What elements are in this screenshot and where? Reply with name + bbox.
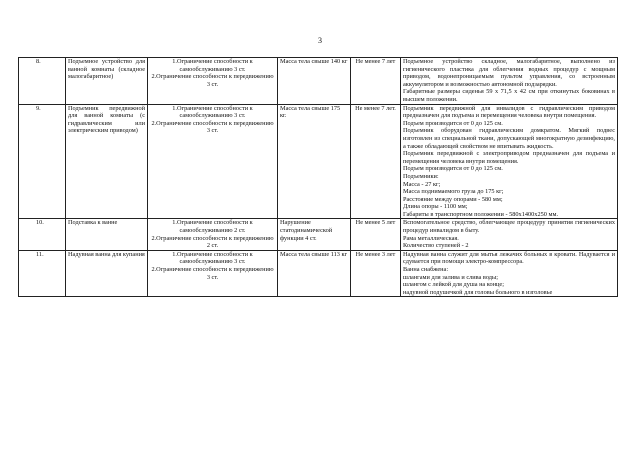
description-line: надувной подушечкой для головы больного в изголовье bbox=[403, 288, 553, 296]
description-line: Подъемник передвижной с электроприводом предназначен для подъема и перемещения человека внутри помещения. bbox=[403, 150, 615, 165]
description-cell bbox=[401, 104, 618, 219]
usage-term-cell: Не менее 3 лет bbox=[351, 250, 401, 297]
description-line: Габариты в транспортном положении - 580х1400х250 мм. bbox=[403, 210, 559, 218]
description-line: Подъемник оборудован гидравлическим домкратом. Мягкий подвес изготовлен из специальной ткани, допускающей многократную дезинфекцию, а также обладающей свойством не впитывать жидкость. bbox=[403, 127, 615, 150]
device-name-cell: Надувная ванна для купания bbox=[66, 250, 148, 297]
row-number-cell: 11. bbox=[19, 250, 66, 297]
indication-item: 2.Ограничение способности к передвижению 3 ст. bbox=[151, 266, 274, 281]
description-line: Ванна снабжена: bbox=[403, 266, 449, 274]
indications-cell bbox=[148, 58, 278, 105]
contraindication-cell: Масса тела свыше 175 кг. bbox=[278, 104, 351, 219]
indication-item: 2.Ограничение способности к передвижению 3 ст. bbox=[151, 73, 274, 88]
usage-term-cell: Не менее 7 лет. bbox=[351, 104, 401, 219]
contraindication-cell: Нарушение статодинамической функции 4 ст. bbox=[278, 219, 351, 250]
indication-item: 1.Ограничение способности к самообслуживанию 3 ст. bbox=[172, 250, 253, 266]
device-name-cell: Подъемник передвижной для ванной комнаты (с гидравлическим или электрическим приводом) bbox=[66, 104, 148, 219]
description-line: Надувная ванна служит для мытья лежачих больных в кровати. Надувается и сдувается при помощи электро-компрессора. bbox=[403, 250, 615, 266]
usage-term-cell: Не менее 5 лет bbox=[351, 219, 401, 250]
description-cell bbox=[401, 219, 618, 250]
description-line: Подъемник передвижной для инвалидов с гидравлическим приводом предназначен для подъема и перемещения человека внутри помещения. bbox=[403, 104, 615, 120]
description-cell bbox=[401, 58, 618, 105]
description-line: Рама металлическая. bbox=[403, 234, 459, 242]
table-row bbox=[19, 219, 618, 250]
device-name-cell: Подъемное устройство для ванной комнаты (складное малогабаритное) bbox=[66, 58, 148, 105]
row-number-cell: 8. bbox=[19, 58, 66, 105]
description-line: шлангом с лейкой для душа на конце; bbox=[403, 281, 504, 289]
description-line: Масса поднимаемого груза до 175 кг; bbox=[403, 188, 504, 196]
indication-item: 2.Ограничение способности к передвижению 2 ст. bbox=[151, 234, 274, 250]
equipment-table bbox=[18, 57, 618, 297]
description-line: Подъемное устройство складное, малогабаритное, выполнено из гигиенического пластика для облегчения водных процедур с мощным приводом, водонепроницаемым пультом управления, со встроенным аккумулятором и возможностью автономной подзарядки. bbox=[403, 58, 615, 88]
contraindication-cell: Масса тела свыше 140 кг bbox=[278, 58, 351, 105]
description-line: Расстояние между опорами - 580 мм; bbox=[403, 195, 503, 203]
table-row bbox=[19, 58, 618, 105]
device-name-cell: Подставка к ванне bbox=[66, 219, 148, 250]
indication-item: 2.Ограничение способности к передвижению 3 ст. bbox=[151, 119, 274, 135]
description-line: Габаритные размеры сиденья 59 х 71,5 х 42 см при откинутых боковинах в высшем положении. bbox=[403, 88, 615, 103]
description-line: шлангами для залива и слива воды; bbox=[403, 273, 498, 281]
page-number: 3 bbox=[318, 36, 322, 45]
indications-cell bbox=[148, 250, 278, 297]
description-line: Подъемники: bbox=[403, 172, 439, 180]
indications-cell bbox=[148, 219, 278, 250]
usage-term-cell: Не менее 7 лет bbox=[351, 58, 401, 105]
row-number-cell: 9. bbox=[19, 104, 66, 219]
row-number-cell: 10. bbox=[19, 219, 66, 250]
indications-cell bbox=[148, 104, 278, 219]
description-line: Вспомогательное средство, облегчающее процедуру принятия гигиенических процедур инвалидом в быту. bbox=[403, 219, 615, 235]
description-line: Масса - 27 кг; bbox=[403, 180, 441, 188]
indication-item: 1.Ограничение способности к самообслуживанию 3 ст. bbox=[172, 104, 253, 120]
description-line: Длина опоры - 1100 мм; bbox=[403, 203, 468, 211]
indication-item: 1.Ограничение способности к самообслуживанию 3 ст. bbox=[172, 58, 253, 73]
contraindication-cell: Масса тела свыше 113 кг bbox=[278, 250, 351, 297]
description-line: Количество ступеней - 2 bbox=[403, 242, 469, 250]
indication-item: 1.Ограничение способности к самообслуживанию 2 ст. bbox=[172, 219, 253, 235]
table-row bbox=[19, 250, 618, 297]
description-cell bbox=[401, 250, 618, 297]
description-line: Подъем производится от 0 до 125 см. bbox=[403, 119, 503, 127]
description-line: Подъем производится от 0 до 125 см. bbox=[403, 165, 503, 173]
table-row bbox=[19, 104, 618, 219]
